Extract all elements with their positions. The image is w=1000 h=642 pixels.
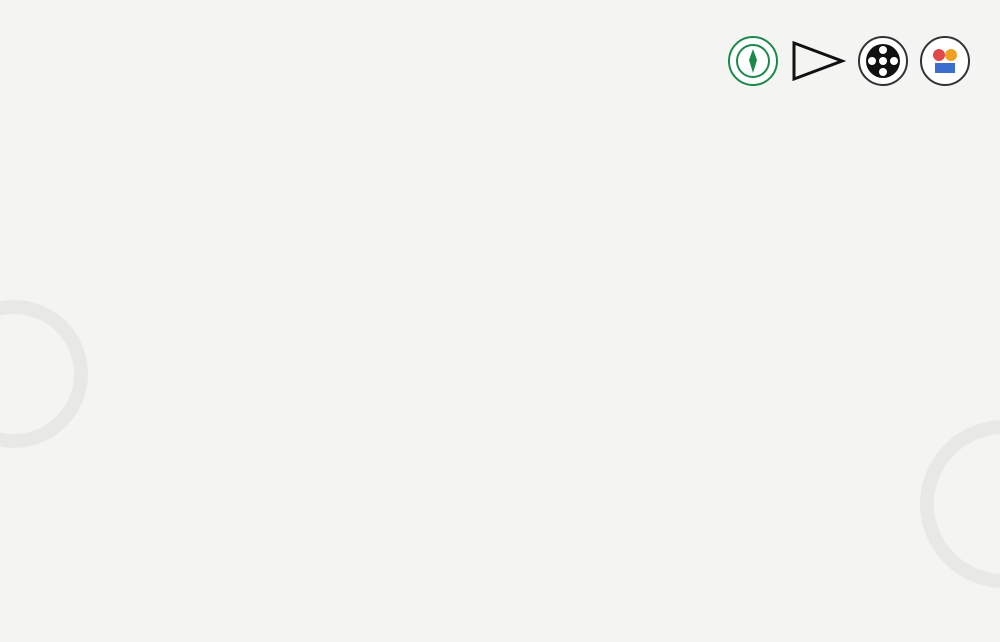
partner-logos	[728, 36, 970, 86]
event-logo	[30, 20, 206, 112]
bma-seal-icon	[728, 36, 778, 86]
film-reel-icon	[858, 36, 908, 86]
background-reel-decoration	[920, 420, 1000, 588]
cartoon-projector-icon	[920, 36, 970, 86]
background-reel-decoration	[0, 300, 88, 448]
thai-film-director-logo	[790, 39, 846, 83]
